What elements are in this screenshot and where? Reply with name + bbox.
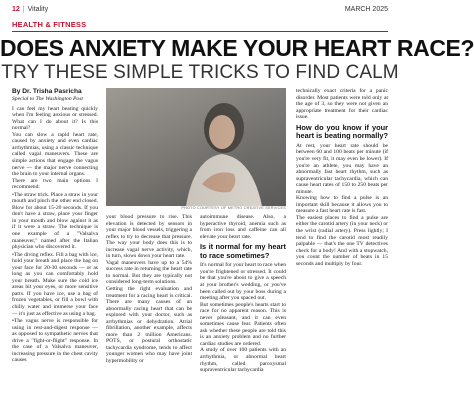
paragraph: Knowing how to find a pulse is an important skill because it allows you to measure a fast heart rate is fast. <box>296 195 388 215</box>
article-photo <box>106 88 286 206</box>
woman-hand-on-chest-illustration <box>106 88 286 206</box>
paragraph: technically exact criteria for a panic disorder. Most patients were told only at the age of 3, so they were not given an appropriate treatment for their cardiac issue. <box>296 88 388 121</box>
paragraph: Getting the right evaluation and treatment for a racing heart is critical. There are many causes of an abnormally racing heart that can be explored with your doctor, such as arrhythmias or dehydration. Atrial fibrillation, another example, affects more than 2 million Americans. POTS, or postural orthostatic tachycardia syndrome, tends to affect younger women who may have joint hypermobility or <box>106 286 192 365</box>
bullet-paragraph: • The diving reflex. Fill a bag with ice, hold your breath and place the bag on your face for 20-30 seconds — or as long as you can comfortably hold your breath. Make sure the cold ice areas hit your eyes, or more sensitive parts. If you have ice, use a bag of frozen vegetables, or fill a bowl with chilly water and immerse your face — it's just as effective as using a bag. <box>12 252 98 317</box>
section-rule <box>12 31 388 32</box>
paragraph: I can feel my heart beating quickly when I'm feeling anxious or stressed. What can I do about it? Is this normal? <box>12 105 98 132</box>
article-column-4 <box>296 88 388 400</box>
bullet-paragraph: • The straw trick. Place a straw in your mouth and pinch the other end closed. Blow for about 15-20 seconds. If you don't have a straw, place your finger in your mouth and blow against it as if it were a straw. The technique is one example of a "Valsalva maneuver," named after the Italian physician who discovered it. <box>12 192 98 251</box>
headline: DOES ANXIETY MAKE YOUR HEART RACE? <box>0 35 474 61</box>
header-separator: | <box>22 6 25 13</box>
page-number: 12 <box>12 6 20 13</box>
paragraph: A study of over 100 patients with an arrhythmia, or abnormal heart rhythm, called paroxysmal supraventricular tachycardia <box>200 347 286 374</box>
photo-credit: PHOTO COURTESY OF METRO CREATIVE SERVICES <box>181 206 286 210</box>
subheading: Is it normal for my heart to race sometimes? <box>200 242 286 260</box>
paragraph: You can slow a rapid heart rate, caused by anxiety and even cardiac arrhythmias, using a classic technique called vagal maneuvers. These are simple actions that engage the vagus nerve — the major nerve connecting the brain to your internal organs. <box>12 131 98 178</box>
paragraph: autoimmune disease. Also, a hyperactive thyroid, anemia such as from iron loss and caffeine can all elevate your heart rate. <box>200 214 286 240</box>
byline: By Dr. Trisha Pasricha <box>12 88 82 95</box>
paragraph: The easiest places to find a pulse are either the carotid artery (in your neck) or the wrist (radial artery). Press lightly; I tend to find the carotid most readily palpable — that's the one TV detectives check for a body! And with a stopwatch, you count the number of beats in 15 seconds and multiply by four. <box>296 214 388 267</box>
paragraph: At rest, your heart rate should be between 60 and 100 beats per minute (if you're very fit, it may even be lower). If you're an athlete, you may have an abnormally fast heart rhythm, such as supraventricular tachycardia, which can cause heart rates of 150 to 250 beats per minute. <box>296 142 388 195</box>
issue-date: MARCH 2025 <box>344 6 388 13</box>
article-column-1 <box>12 88 98 400</box>
paragraph: There are two main options I recommend: <box>12 177 98 191</box>
subheadline: TRY THESE SIMPLE TRICKS TO FIND CALM <box>1 62 399 83</box>
section-label: HEALTH & FITNESS <box>12 20 87 29</box>
paragraph: It's normal for your heart to race when you're frightened or stressed. It could be that you're about to give a speech at your brother's wedding, or you've been called out by your boss during a meeting after you spaced out. <box>200 262 286 302</box>
article-column-3 <box>200 214 286 400</box>
paragraph: But sometimes people's hearts start to race for no apparent reason. This is never pleasant, and it can even sometimes cause fear. Patients often ask whether these people are told this is an anxiety problem and no further cardiac studies are ordered. <box>200 301 286 347</box>
article-column-2 <box>106 214 192 400</box>
running-header <box>12 6 388 18</box>
subheading: How do you know if your heart is beating normally? <box>296 122 388 141</box>
byline-title: Special to The Washington Post <box>12 96 83 102</box>
bullet-paragraph: • The vagus nerve is responsible for using in rest-and-digest response — as opposed to sympathetic nerves that drive a "fight-or-flight" response. In the case of a Valsalva maneuver, increasing pressure in the chest cavity causes <box>12 318 98 364</box>
paragraph: Vagal maneuvers have up to a 54% success rate in returning the heart rate to normal. But they are typically not considered long-term solutions. <box>106 259 192 286</box>
publication-name: Vitality <box>27 6 49 13</box>
paragraph: your blood pressure to rise. This elevation is detected by sensors in your major blood vessels, triggering a reflex to try to decrease that pressure. The way your body does this is to increase vagal nerve activity, which, in turn, slows down your heart rate. <box>106 214 192 260</box>
